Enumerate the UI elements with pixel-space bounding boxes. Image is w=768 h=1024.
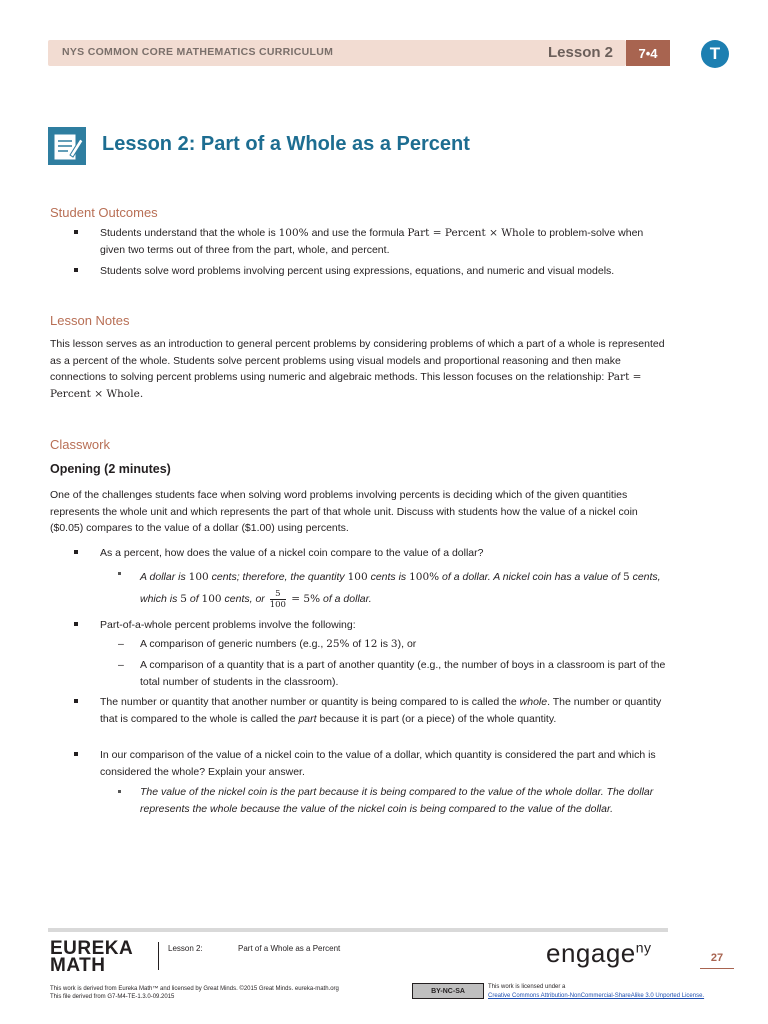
file-notice: This file derived from G7-M4-TE-1.3.0-09.2015 — [50, 994, 175, 1000]
eureka-math-logo: EUREKA MATH — [50, 938, 134, 976]
opening-intro: One of the challenges students face when solving word problems involving percents is deciding which of the given quantities represents the whole unit and which represents the part of that whole unit. Discuss with students how the value of a nickel coin ($0.05) compares to the value of a dollar ($1.00) using percents. — [50, 489, 638, 534]
lesson-notes-text: This lesson serves as an introduction to general percent problems by considering problems of which a part of a whole is represented as a percent of the whole. Students solve percent problems using visual models and proportional reasoning and then make connections to solving percent problems using numeric and algebraic methods. This lesson focuses on the relationship: Part = Percent × Whole. — [50, 338, 665, 400]
bullet-icon — [74, 230, 78, 234]
bullet-icon — [74, 550, 78, 554]
page-number-underline — [700, 968, 734, 969]
footer-lesson-title: Part of a Whole as a Percent — [238, 944, 341, 953]
sub-bullet-icon — [118, 790, 121, 793]
license-link[interactable]: Creative Commons Attribution-NonCommercial-ShareAlike 3.0 Unported License. — [488, 993, 705, 999]
derived-notice: This work is derived from Eureka Math™ and licensed by Great Minds. ©2015 Great Minds. eureka-math.org — [50, 986, 339, 992]
footer-lesson-label: Lesson 2: — [168, 944, 203, 953]
bullet-icon — [74, 699, 78, 703]
bullet-icon — [74, 268, 78, 272]
engage-ny-logo: engage$^{ny}$ — [546, 938, 652, 968]
dash-icon: – — [118, 638, 124, 650]
page-number: 27 — [710, 952, 724, 964]
sub-bullet-icon — [118, 572, 121, 575]
module-badge: 7•4 — [626, 40, 670, 66]
opening-heading: Opening (2 minutes) — [50, 462, 171, 476]
curriculum-label: NYS COMMON CORE MATHEMATICS CURRICULUM — [62, 46, 334, 58]
classwork-heading: Classwork — [50, 437, 110, 452]
header-lesson-label: Lesson 2 — [548, 44, 614, 61]
dash-icon: – — [118, 659, 124, 671]
footer-divider-bar — [48, 928, 668, 932]
lesson-notes-heading: Lesson Notes — [50, 313, 130, 328]
page-title: Lesson 2: Part of a Whole as a Percent — [102, 133, 470, 155]
cc-license-badge[interactable]: BY-NC-SA — [412, 983, 484, 999]
footer-separator — [158, 942, 159, 970]
notepad-pencil-icon — [48, 127, 86, 165]
teacher-badge: T — [701, 40, 729, 68]
student-outcomes-heading: Student Outcomes — [50, 205, 158, 220]
fraction: $\frac{5}{100}$ — [269, 588, 286, 610]
bullet-icon — [74, 752, 78, 756]
license-notice: This work is licensed under a — [488, 984, 566, 990]
bullet-icon — [74, 622, 78, 626]
